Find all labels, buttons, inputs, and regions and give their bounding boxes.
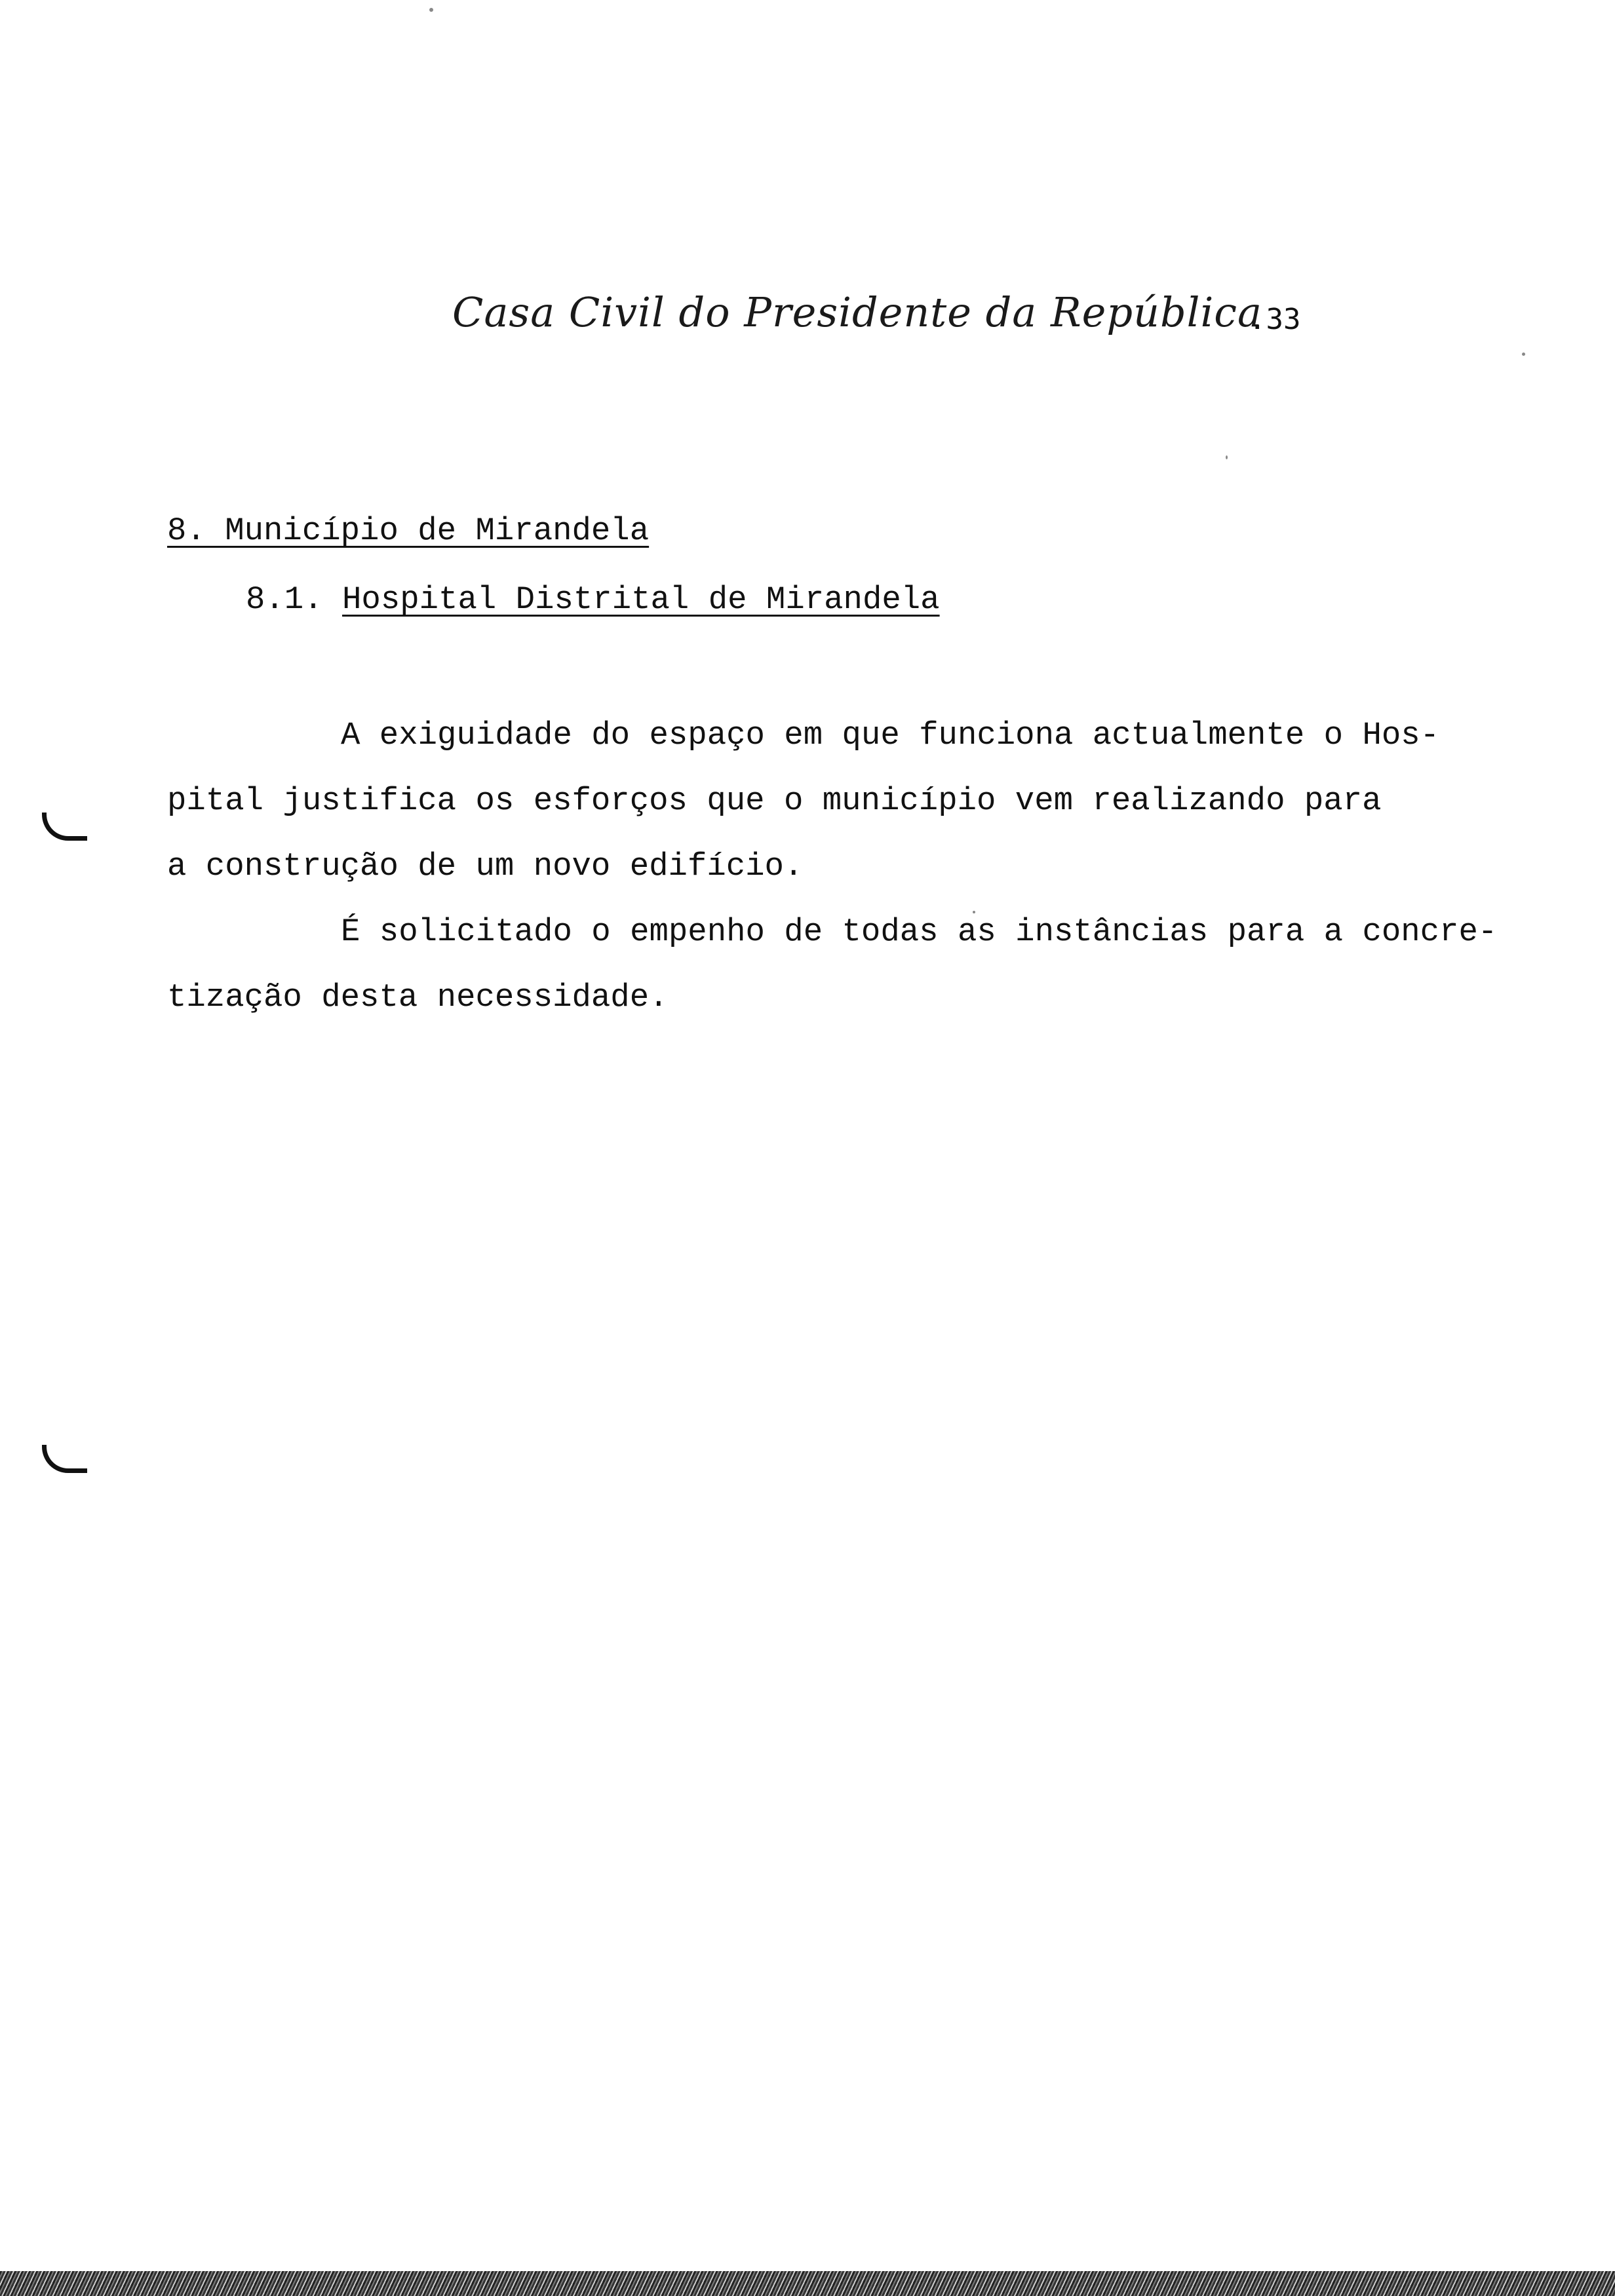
binder-ring-mark-top: [42, 813, 87, 841]
scan-speck: [1226, 455, 1228, 459]
letterhead: Casa Civil do Presidente da República: [452, 288, 1262, 336]
subsection-title: Hospital Distrital de Mirandela: [342, 581, 940, 618]
section-heading: [167, 498, 649, 564]
subsection-heading: [246, 567, 940, 632]
scan-speck: [429, 8, 433, 12]
binder-ring-mark-bottom: [42, 1445, 87, 1473]
paragraph-1-line-1: A exiguidade do espaço em que funciona actualmente o Hos-: [341, 717, 1440, 754]
section-heading-text: 8. Município de Mirandela: [167, 512, 650, 549]
paragraph-1-line-3: a construção de um novo edifício.: [167, 848, 804, 885]
paragraph-2-line-2: tização desta necessidade.: [167, 979, 669, 1016]
paragraph-1-line-2: pital justifica os esforços que o município vem realizando para: [167, 782, 1382, 819]
subsection-number: 8.1.: [246, 581, 323, 618]
scan-edge-bar: [0, 2271, 1615, 2296]
page-number: .33: [1249, 303, 1301, 336]
paragraph-2-line-1: É solicitado o empenho de todas as instâncias para a concre-: [341, 913, 1498, 950]
scan-speck: [973, 911, 975, 913]
scan-speck: [1522, 353, 1525, 356]
